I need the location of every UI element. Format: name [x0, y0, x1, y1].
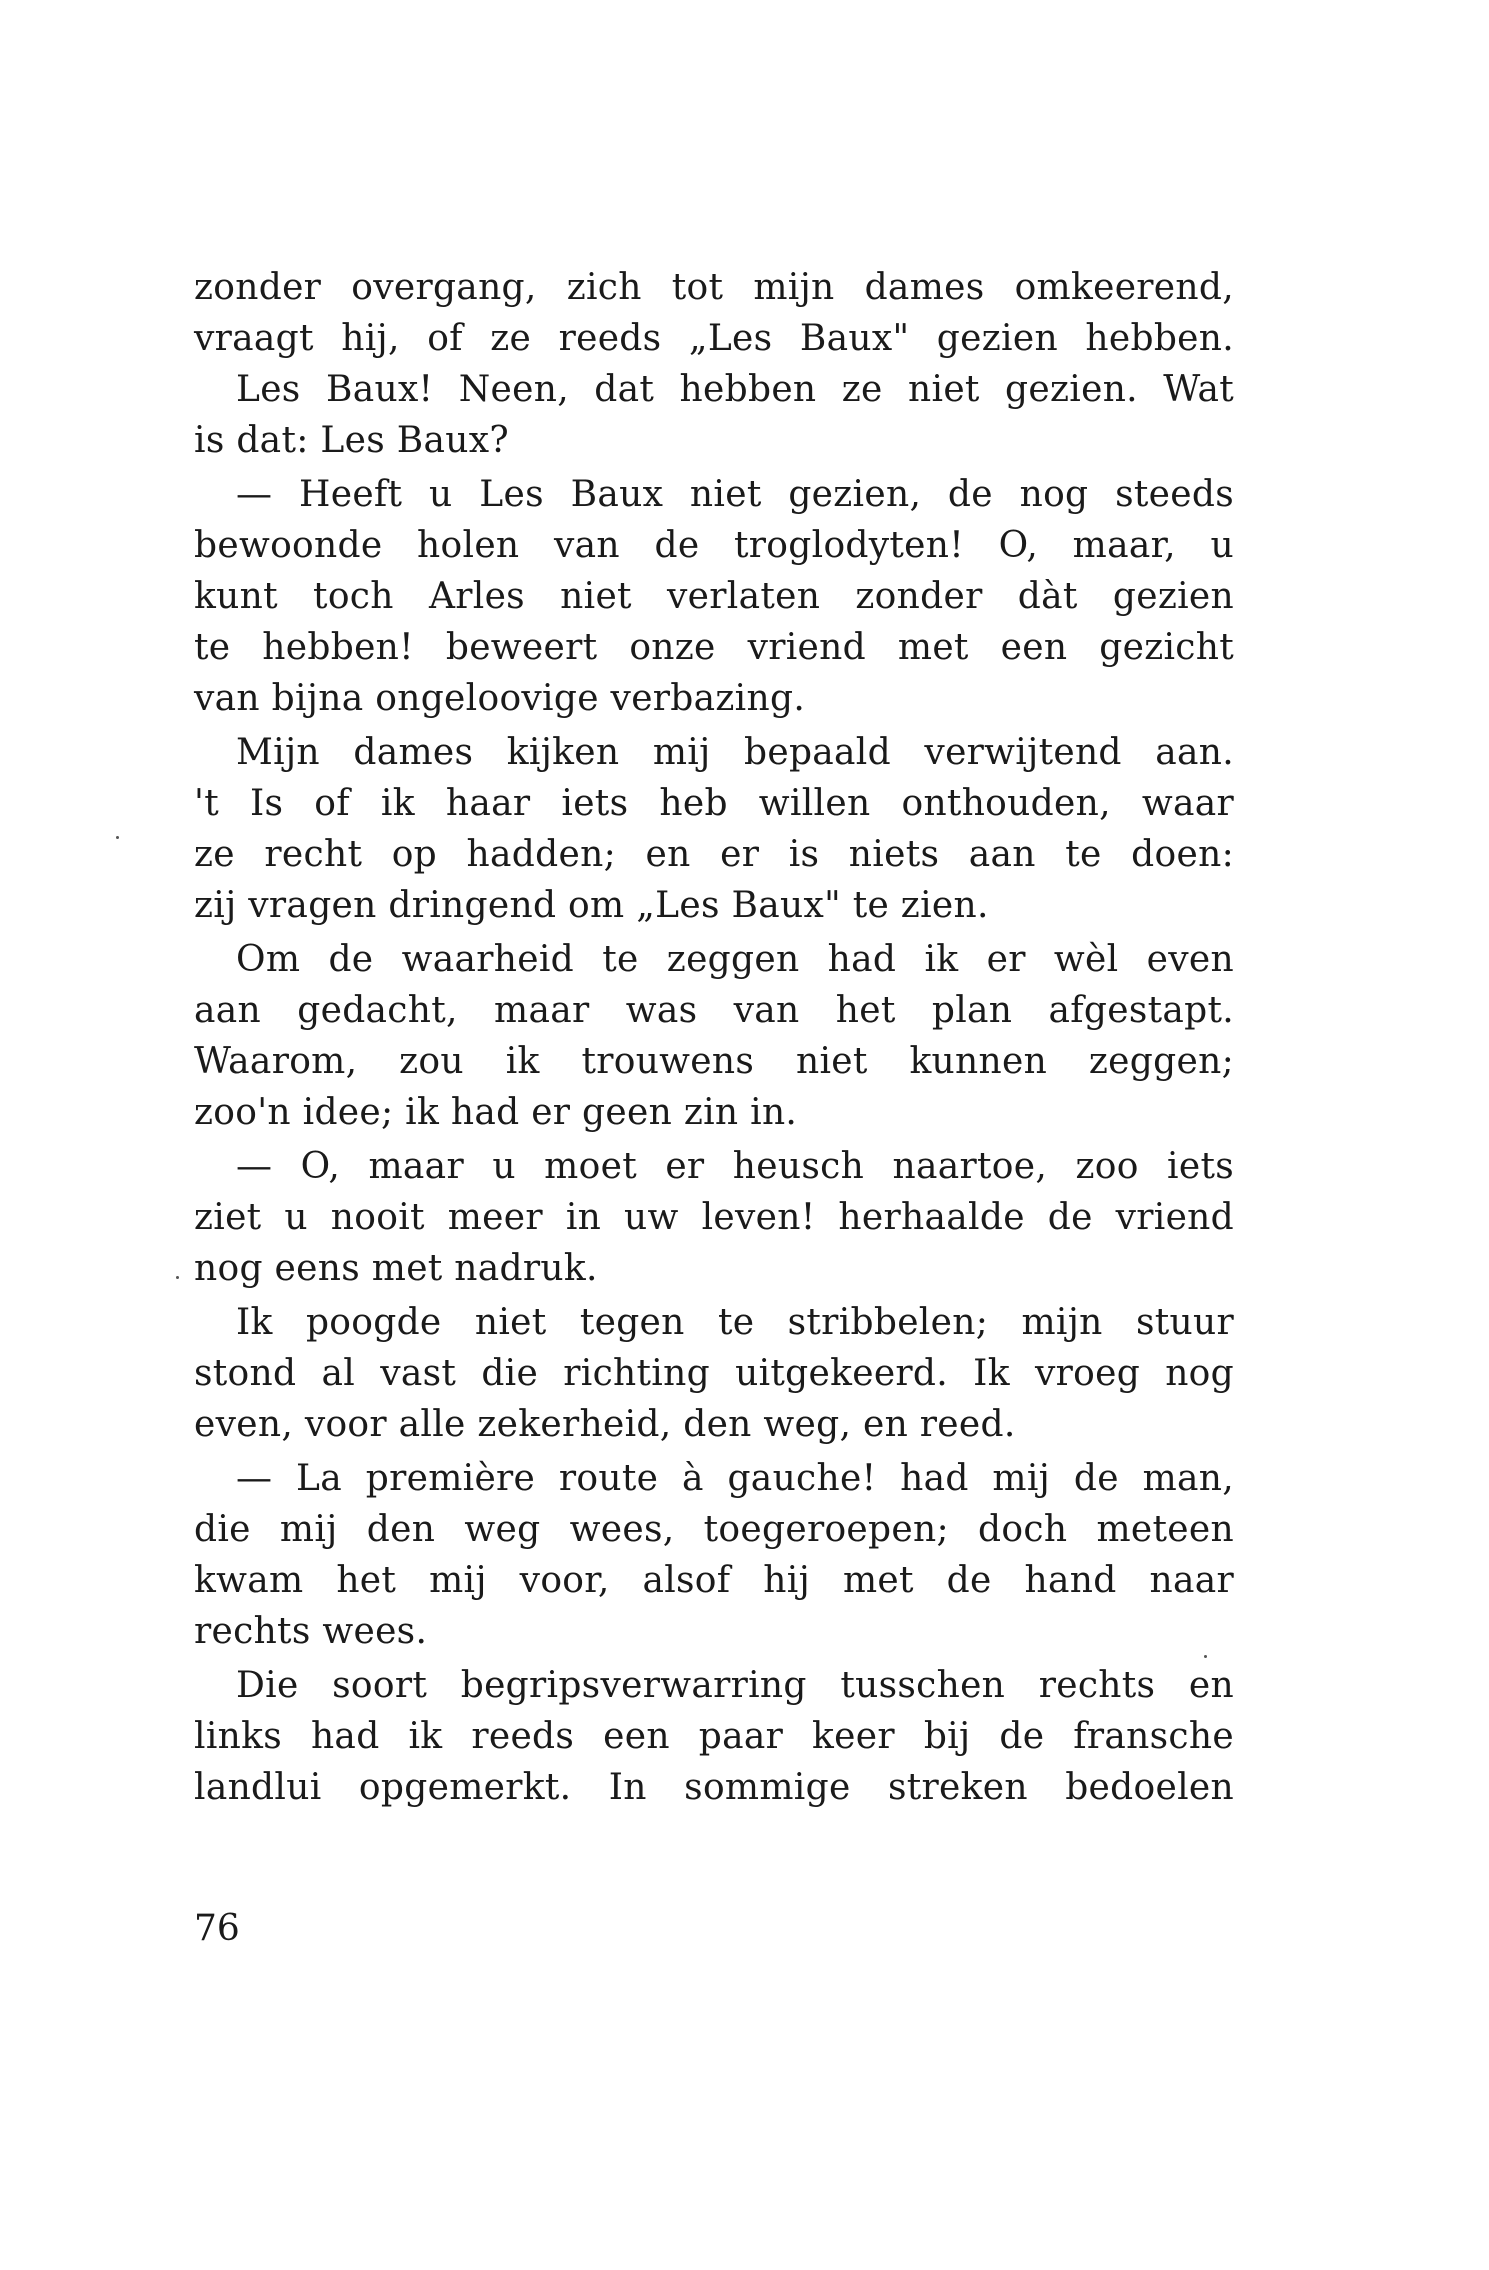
text-line: landlui opgemerkt. In sommige streken bedoelen: [194, 1767, 1234, 1808]
text-line: Die soort begripsverwarring tusschen rechts en: [236, 1665, 1234, 1706]
text-line: Mijn dames kijken mij bepaald verwijtend aan.: [236, 732, 1234, 773]
text-line: links had ik reeds een paar keer bij de fransche: [194, 1716, 1234, 1757]
text-line: nog eens met nadruk.: [194, 1248, 598, 1289]
text-line: Waarom, zou ik trouwens niet kunnen zeggen;: [194, 1041, 1234, 1082]
text-line: kwam het mij voor, alsof hij met de hand naar: [194, 1560, 1234, 1601]
text-line: is dat: Les Baux?: [194, 420, 509, 461]
text-line: 't Is of ik haar iets heb willen onthouden, waar: [194, 783, 1234, 824]
text-line: — Heeft u Les Baux niet gezien, de nog steeds: [236, 474, 1234, 515]
text-line: kunt toch Arles niet verlaten zonder dàt gezien: [194, 576, 1234, 617]
text-line: ziet u nooit meer in uw leven! herhaalde de vriend: [194, 1197, 1234, 1238]
text-line: zij vragen dringend om „Les Baux" te zien.: [194, 885, 989, 926]
text-line: — O, maar u moet er heusch naartoe, zoo iets: [236, 1146, 1234, 1187]
text-line: vraagt hij, of ze reeds „Les Baux" gezien hebben.: [194, 318, 1234, 359]
print-speck: [1204, 1655, 1207, 1658]
text-line: even, voor alle zekerheid, den weg, en reed.: [194, 1404, 1016, 1445]
text-line: stond al vast die richting uitgekeerd. Ik vroeg nog: [194, 1353, 1234, 1394]
text-line: Ik poogde niet tegen te stribbelen; mijn stuur: [236, 1302, 1234, 1343]
body-text: [194, 262, 1234, 1813]
print-speck: [176, 1276, 179, 1279]
page-number: 76: [194, 1908, 240, 1949]
text-line: — La première route à gauche! had mij de man,: [236, 1458, 1234, 1499]
text-line: zonder overgang, zich tot mijn dames omkeerend,: [194, 267, 1234, 308]
text-line: ze recht op hadden; en er is niets aan te doen:: [194, 834, 1234, 875]
text-line: die mij den weg wees, toegeroepen; doch meteen: [194, 1509, 1234, 1550]
text-line: van bijna ongeloovige verbazing.: [194, 678, 806, 719]
print-speck: [116, 836, 119, 839]
text-line: aan gedacht, maar was van het plan afgestapt.: [194, 990, 1234, 1031]
text-line: zoo'n idee; ik had er geen zin in.: [194, 1092, 798, 1133]
text-line: te hebben! beweert onze vriend met een gezicht: [194, 627, 1234, 668]
text-line: bewoonde holen van de troglodyten! O, maar, u: [194, 525, 1234, 566]
text-line: Om de waarheid te zeggen had ik er wèl even: [236, 939, 1234, 980]
text-line: rechts wees.: [194, 1611, 428, 1652]
text-line: Les Baux! Neen, dat hebben ze niet gezien. Wat: [236, 369, 1234, 410]
